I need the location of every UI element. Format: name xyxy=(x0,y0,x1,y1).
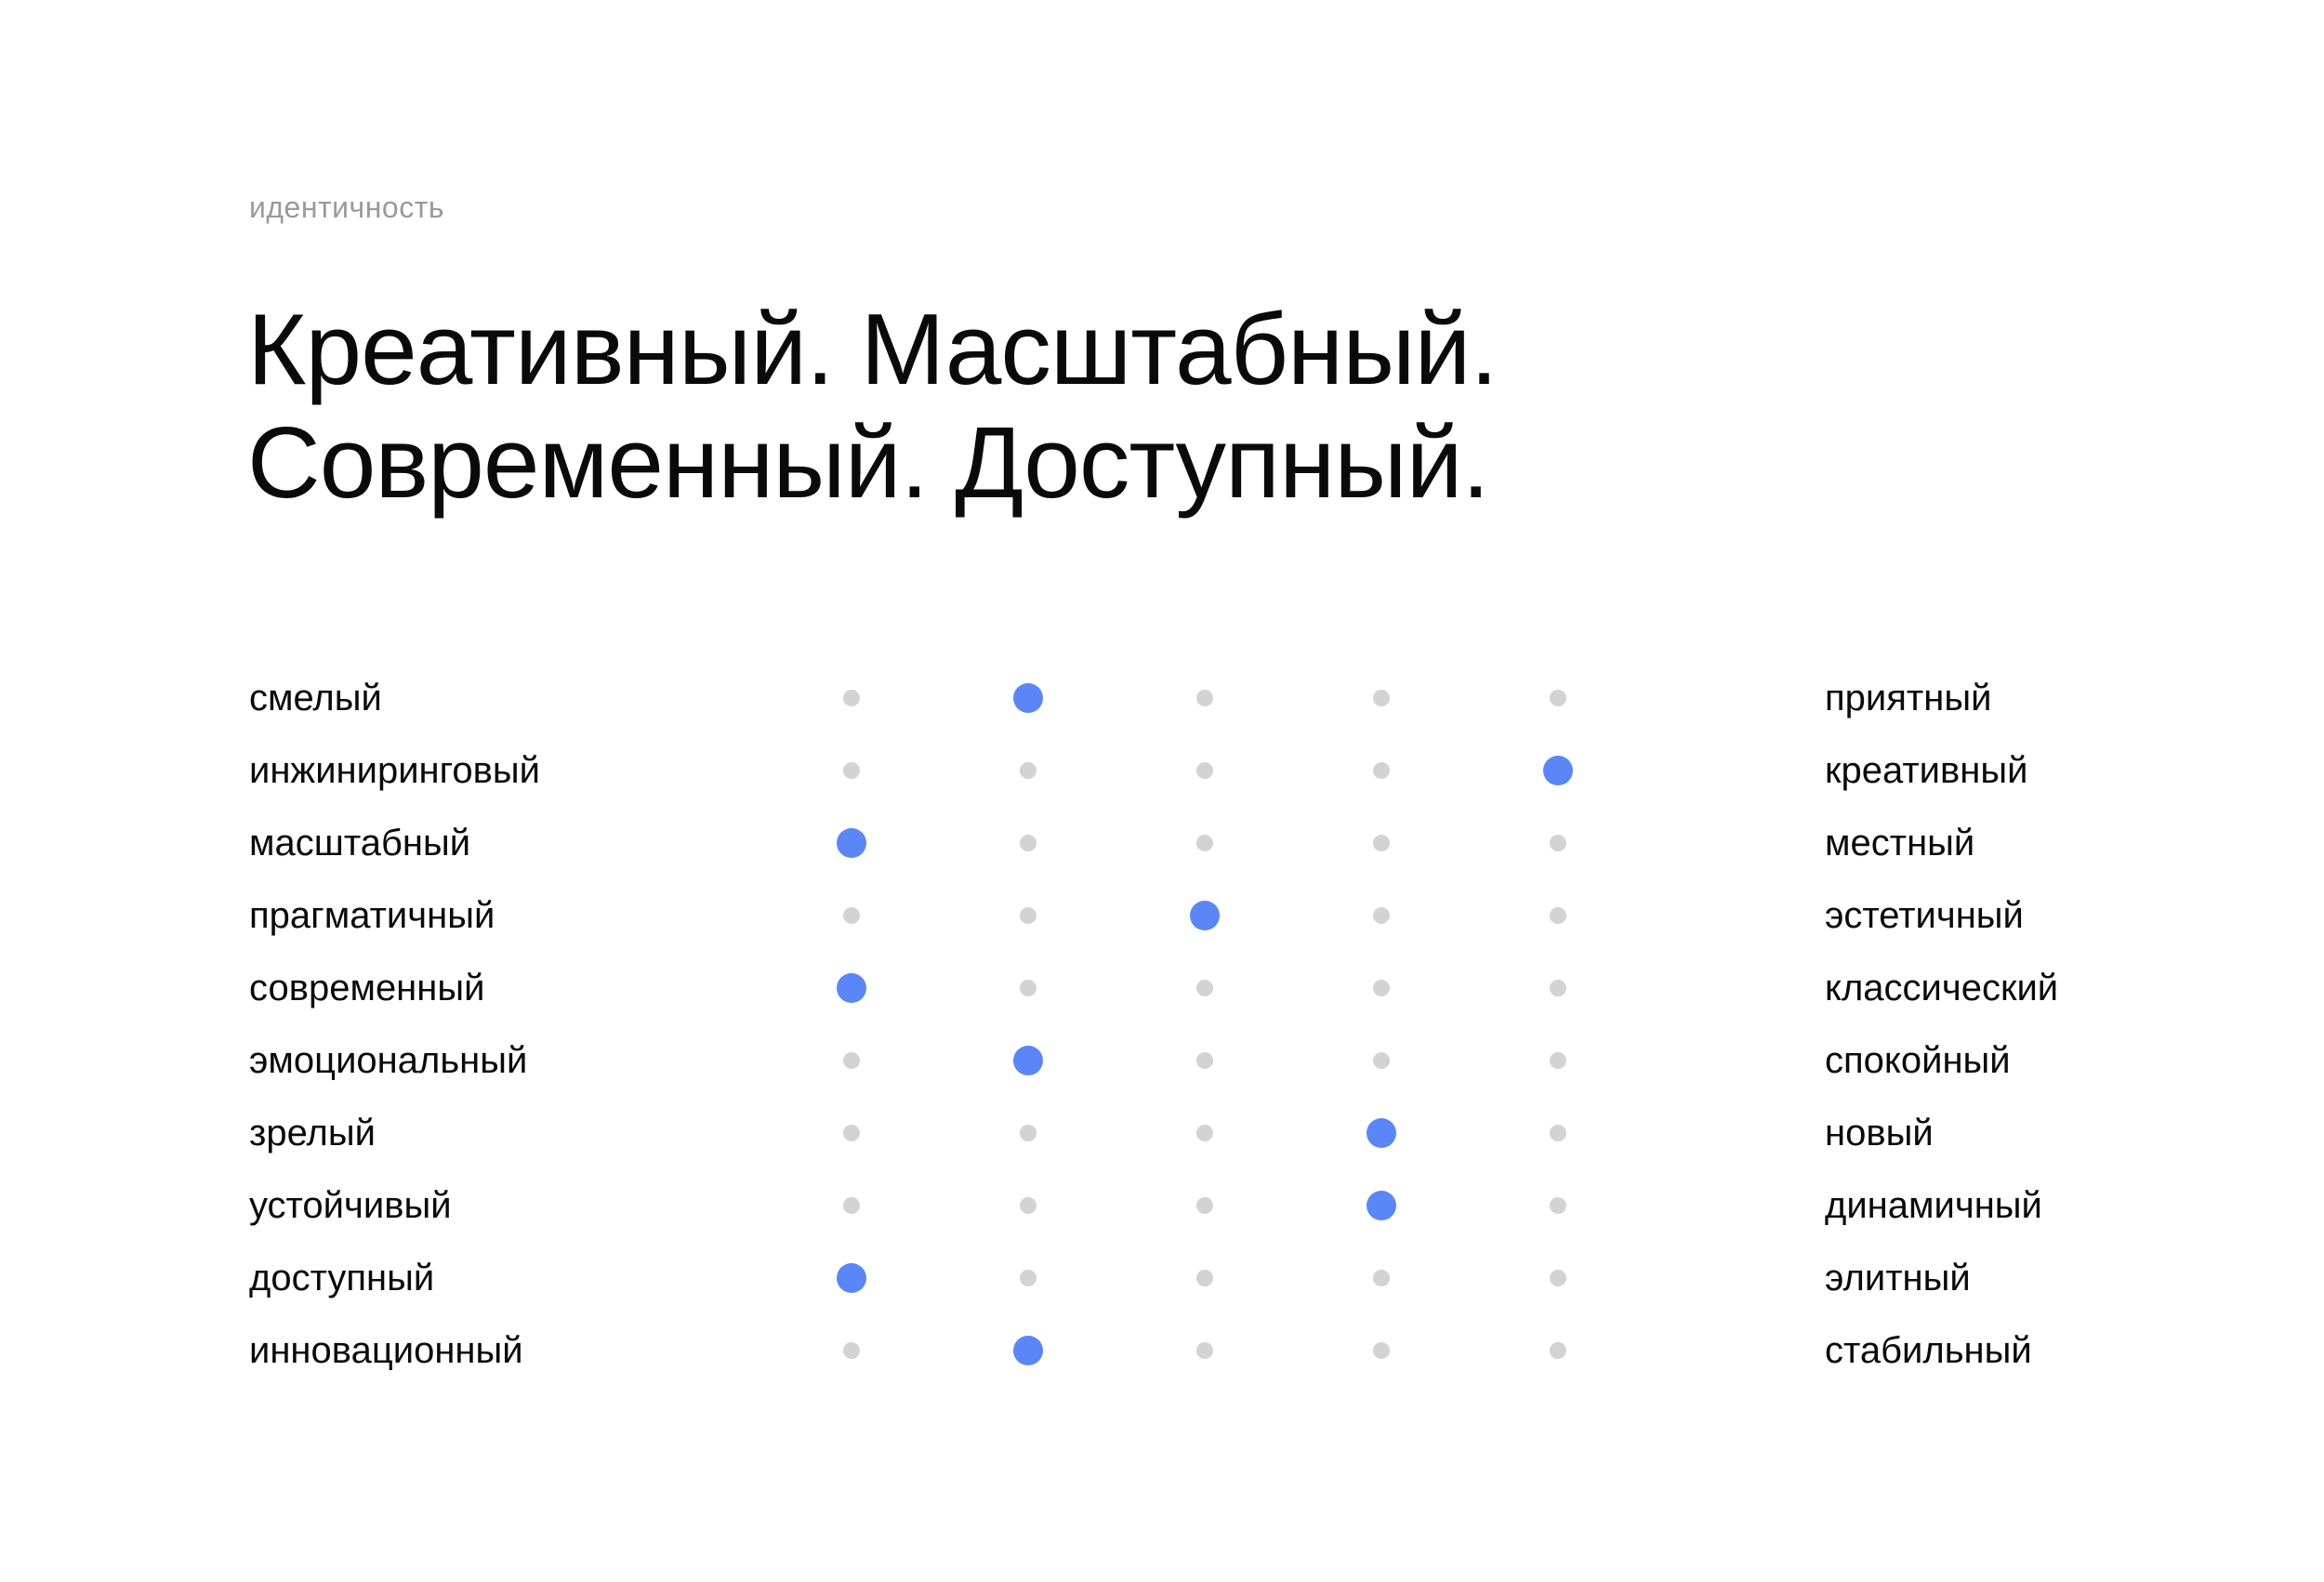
scale-label-right: приятный xyxy=(1825,678,1992,718)
scale-dot[interactable] xyxy=(1373,835,1390,851)
scale-label-right: местный xyxy=(1825,823,1975,864)
scale-label-right: динамичный xyxy=(1825,1185,2042,1226)
scale-dot[interactable] xyxy=(1020,835,1037,851)
scale-dot[interactable] xyxy=(1020,907,1037,924)
scale-dot-selected[interactable] xyxy=(837,973,866,1003)
scale-label-left: масштабный xyxy=(249,823,471,864)
scale-dot[interactable] xyxy=(1020,980,1037,996)
scale-dot-selected[interactable] xyxy=(837,828,866,858)
scale-dot-selected[interactable] xyxy=(1367,1191,1396,1220)
scale-row xyxy=(0,1247,2324,1320)
scale-label-left: прагматичный xyxy=(249,895,495,936)
scale-dot[interactable] xyxy=(1196,1052,1213,1069)
scale-dot-selected[interactable] xyxy=(1013,1336,1043,1365)
scale-dot[interactable] xyxy=(1196,1197,1213,1214)
scale-dot[interactable] xyxy=(1196,980,1213,996)
scale-dot[interactable] xyxy=(1373,980,1390,996)
page-title-line-2: Современный. Доступный. xyxy=(247,406,1489,520)
scale-dot-selected[interactable] xyxy=(1190,901,1220,930)
scale-label-right: элитный xyxy=(1825,1258,1971,1299)
scale-dot-selected[interactable] xyxy=(1013,683,1043,713)
scale-dot[interactable] xyxy=(843,1197,860,1214)
scale-dot[interactable] xyxy=(1373,1342,1390,1359)
scale-row xyxy=(0,957,2324,1030)
scale-label-left: инжиниринговый xyxy=(249,750,540,791)
scale-label-right: эстетичный xyxy=(1825,895,2024,936)
scale-dot[interactable] xyxy=(1373,1270,1390,1286)
scale-row xyxy=(0,1175,2324,1247)
scale-dot[interactable] xyxy=(1550,1342,1566,1359)
scale-dot-selected[interactable] xyxy=(837,1263,866,1293)
scale-dot[interactable] xyxy=(1196,835,1213,851)
scale-label-right: классический xyxy=(1825,968,2059,1009)
page-title-line-1: Креативный. Масштабный. xyxy=(247,293,1498,406)
scale-dot[interactable] xyxy=(1196,1342,1213,1359)
scale-dot[interactable] xyxy=(843,1342,860,1359)
scale-row xyxy=(0,667,2324,740)
scale-label-left: эмоциональный xyxy=(249,1040,528,1081)
scale-row xyxy=(0,1320,2324,1392)
scale-dot[interactable] xyxy=(1373,762,1390,779)
scale-label-left: устойчивый xyxy=(249,1185,452,1226)
scale-dot[interactable] xyxy=(1196,762,1213,779)
scale-label-left: смелый xyxy=(249,678,382,718)
scale-dot[interactable] xyxy=(843,907,860,924)
scale-dot[interactable] xyxy=(1373,907,1390,924)
scale-dot[interactable] xyxy=(1550,1052,1566,1069)
scale-label-right: креативный xyxy=(1825,750,2028,791)
scale-row xyxy=(0,1102,2324,1175)
scale-label-right: спокойный xyxy=(1825,1040,2011,1081)
scale-dot[interactable] xyxy=(1020,1270,1037,1286)
scale-dot[interactable] xyxy=(1020,762,1037,779)
scale-dot[interactable] xyxy=(1196,1125,1213,1141)
scale-dot[interactable] xyxy=(1550,835,1566,851)
scale-label-left: инновационный xyxy=(249,1330,523,1371)
section-label: идентичность xyxy=(249,191,445,224)
scale-dot[interactable] xyxy=(1550,1125,1566,1141)
scale-dot-selected[interactable] xyxy=(1013,1046,1043,1075)
scale-dot[interactable] xyxy=(843,690,860,706)
scale-dot[interactable] xyxy=(843,1052,860,1069)
scale-dot[interactable] xyxy=(1550,690,1566,706)
scale-dot[interactable] xyxy=(1373,690,1390,706)
scale-row xyxy=(0,740,2324,812)
scale-dot[interactable] xyxy=(1550,980,1566,996)
scale-row xyxy=(0,885,2324,957)
scale-dot[interactable] xyxy=(1550,907,1566,924)
scale-label-left: зрелый xyxy=(249,1113,376,1154)
scale-label-left: доступный xyxy=(249,1258,435,1299)
scale-dot[interactable] xyxy=(1196,690,1213,706)
scale-dot[interactable] xyxy=(1550,1197,1566,1214)
scale-dot[interactable] xyxy=(1550,1270,1566,1286)
scale-dot[interactable] xyxy=(1020,1125,1037,1141)
semantic-differential-scale xyxy=(0,667,2324,1392)
scale-dot-selected[interactable] xyxy=(1367,1118,1396,1148)
scale-dot[interactable] xyxy=(1373,1052,1390,1069)
scale-dot[interactable] xyxy=(843,1125,860,1141)
scale-dot[interactable] xyxy=(1196,1270,1213,1286)
scale-label-right: стабильный xyxy=(1825,1330,2032,1371)
page-title xyxy=(247,293,1498,520)
scale-dot-selected[interactable] xyxy=(1543,756,1573,785)
scale-dot[interactable] xyxy=(1020,1197,1037,1214)
scale-dot[interactable] xyxy=(843,762,860,779)
scale-row xyxy=(0,812,2324,885)
scale-label-right: новый xyxy=(1825,1113,1934,1154)
scale-row xyxy=(0,1030,2324,1102)
scale-label-left: современный xyxy=(249,968,485,1009)
